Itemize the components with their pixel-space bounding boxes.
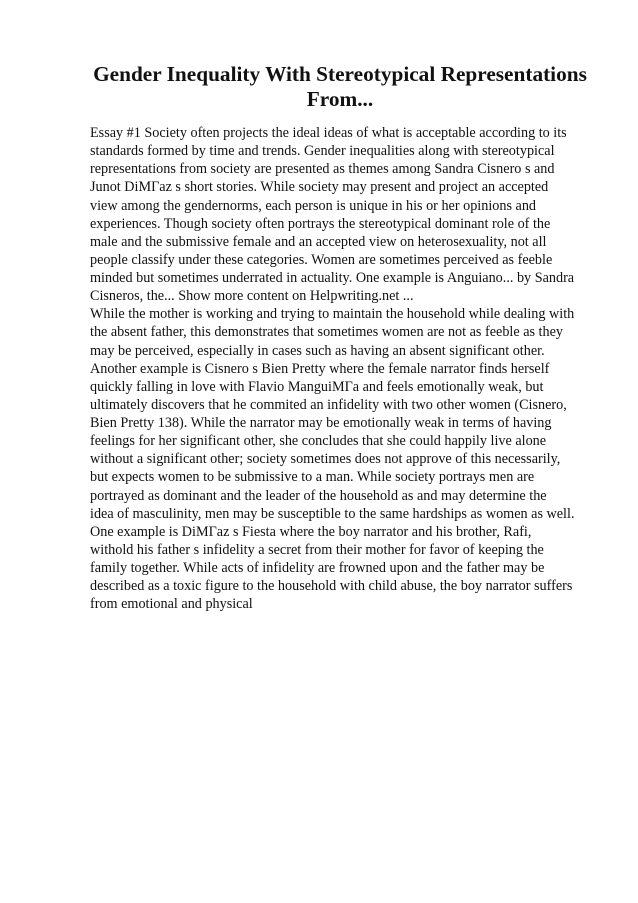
body-line: family together. While acts of infidelity are frowned upon and the father may be	[90, 560, 545, 576]
body-line: view among the gendernorms, each person is unique in his or her opinions and	[90, 197, 537, 214]
title-line-2: From...	[306, 87, 374, 111]
body-line: without a significant other; society sometimes does not approve of this necessarily,	[90, 451, 561, 468]
body-line: from emotional and physical	[90, 596, 253, 613]
body-line: people classify under these categories. Women are sometimes perceived as feeble	[90, 251, 553, 268]
body-line: may be perceived, especially in cases such as having an absent significant other.	[90, 342, 545, 359]
body-line: experiences. Though society often portrays the stereotypical dominant role of the	[90, 215, 551, 232]
body-line: One example is DiMΓaz s Fiesta where the boy narrator and his brother, Rafi,	[90, 523, 532, 540]
body-line: While the mother is working and trying to maintain the household while dealing with	[90, 306, 575, 323]
body-line: but expects women to be submissive to a man. While society portrays men are	[90, 469, 535, 486]
body-line: portrayed as dominant and the leader of the household as and may determine the	[90, 487, 547, 504]
body-line: representations from society are presented as themes among Sandra Cisnero s and	[90, 161, 555, 178]
body-line: Cisneros, the... Show more content on Helpwriting.net ...	[90, 288, 414, 305]
body-line: idea of masculinity, men may be susceptible to the same hardships as women as well.	[90, 505, 575, 522]
body-line: minded but sometimes underrated in actuality. One example is Anguiano... by Sandra	[90, 270, 575, 286]
title-line-1: Gender Inequality With Stereotypical Representations	[93, 62, 587, 86]
body-line: Bien Pretty 138). While the narrator may be emotionally weak in terms of having	[90, 415, 552, 431]
body-line: Another example is Cisnero s Bien Pretty where the female narrator finds herself	[90, 360, 550, 377]
body-line: Essay #1 Society often projects the ideal ideas of what is acceptable according to its	[90, 125, 567, 141]
body-line: described as a toxic figure to the household with child abuse, the boy narrator suffers	[90, 578, 573, 595]
body-line: withold his father s infidelity a secret from their mother for favor of keeping the	[90, 541, 544, 558]
body-line: the absent father, this demonstrates that sometimes women are not as feeble as they	[90, 324, 563, 341]
body-line: male and the submissive female and an accepted view on heterosexuality, not all	[90, 233, 547, 250]
body-line: feelings for her significant other, she concludes that she could happily live alone	[90, 433, 547, 450]
body-line: standards formed by time and trends. Gender inequalities along with stereotypical	[90, 143, 555, 160]
essay-body	[90, 124, 592, 613]
document-title	[90, 62, 590, 112]
body-line: ultimately discovers that he commited an infidelity with two other women (Cisnero,	[90, 396, 567, 413]
body-line: quickly falling in love with Flavio ManguiMΓa and feels emotionally weak, but	[90, 378, 544, 395]
body-line: Junot DiMΓaz s short stories. While society may present and project an accepted	[90, 179, 549, 196]
